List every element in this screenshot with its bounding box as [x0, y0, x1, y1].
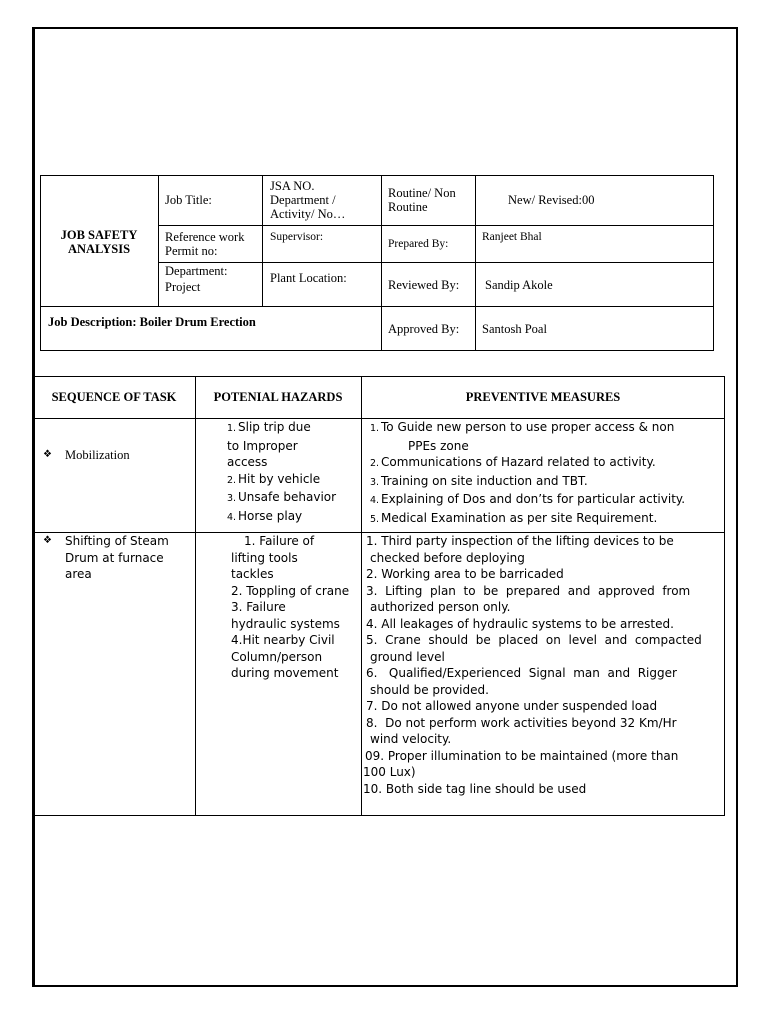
measures-mobilization: 1. To Guide new person to use proper access & non PPEs zone 2. Communications of Hazard related to activity. 3. Training on site induction and TBT. 4. Explaining of Dos and don’ts for particular activity. 5. Medical Examination as per site Requirement. [370, 420, 686, 525]
bullet-icon: ❖ [43, 449, 52, 460]
col-header-measures: PREVENTIVE MEASURES [465, 390, 621, 404]
jsa-title: JOB SAFETY ANALYSIS [60, 228, 138, 256]
reviewed-by-value: Sandip Akole [485, 278, 553, 292]
header-divider [158, 262, 714, 263]
task-table-divider [195, 376, 196, 816]
header-divider [381, 175, 382, 351]
header-divider [158, 225, 714, 226]
bullet-icon: ❖ [43, 535, 52, 546]
job-title-label: Job Title: [165, 193, 212, 207]
routine-label: Routine/ Non Routine [388, 186, 456, 214]
department-label: Department: Project [165, 264, 228, 294]
approved-by-label: Approved By: [388, 322, 460, 336]
plant-location-label: Plant Location: [270, 271, 347, 285]
prepared-by-label: Prepared By: [388, 238, 449, 250]
supervisor-label: Supervisor: [270, 231, 324, 243]
job-description: Job Description: Boiler Drum Erection [48, 315, 256, 329]
header-divider [262, 175, 263, 306]
hazards-mobilization: 1. Slip trip due to Improper access 2. Hit by vehicle 3. Unsafe behavior 4. Horse play [227, 420, 337, 523]
task-mobilization: Mobilization [65, 448, 130, 462]
task-table-divider [361, 376, 362, 816]
col-header-sequence: SEQUENCE OF TASK [51, 390, 177, 404]
reference-permit-label: Reference work Permit no: [165, 230, 245, 258]
new-revised-label: New/ Revised:00 [508, 193, 595, 207]
reviewed-by-label: Reviewed By: [388, 278, 460, 292]
jsa-no-label: JSA NO. Department / Activity/ No… [270, 179, 346, 221]
header-divider [158, 175, 159, 306]
col-header-hazards: POTENIAL HAZARDS [213, 390, 343, 404]
approved-by-value: Santosh Poal [482, 322, 547, 336]
measures-shifting-steam-drum: 1. Third party inspection of the lifting devices to be checked before deploying 2. Working area to be barricaded 3. Lifting plan to be prepared and approved from authorized person only. 4. All leakages of hydraulic systems to be arrested. 5. Crane should be placed on level and compacted ground level 6. Qualified/Experienced Signal man and Rigger should be provided. 7. Do not allowed anyone under suspended load 8. Do not perform work activities beyond 32 Km/Hr wind velocity. 09. Proper illumination to be maintained (more than 100 Lux) 10. Both side tag line should be used [363, 534, 702, 796]
header-divider [40, 306, 714, 307]
hazards-shifting-steam-drum: 1. Failure of lifting tools tackles 2. Toppling of crane 3. Failure hydraulic systems 4.Hit nearby Civil Column/person during movement [231, 534, 350, 680]
header-divider [475, 175, 476, 351]
task-shifting-steam-drum: Shifting of Steam Drum at furnace area [65, 534, 169, 581]
prepared-by-value: Ranjeet Bhal [482, 231, 542, 243]
